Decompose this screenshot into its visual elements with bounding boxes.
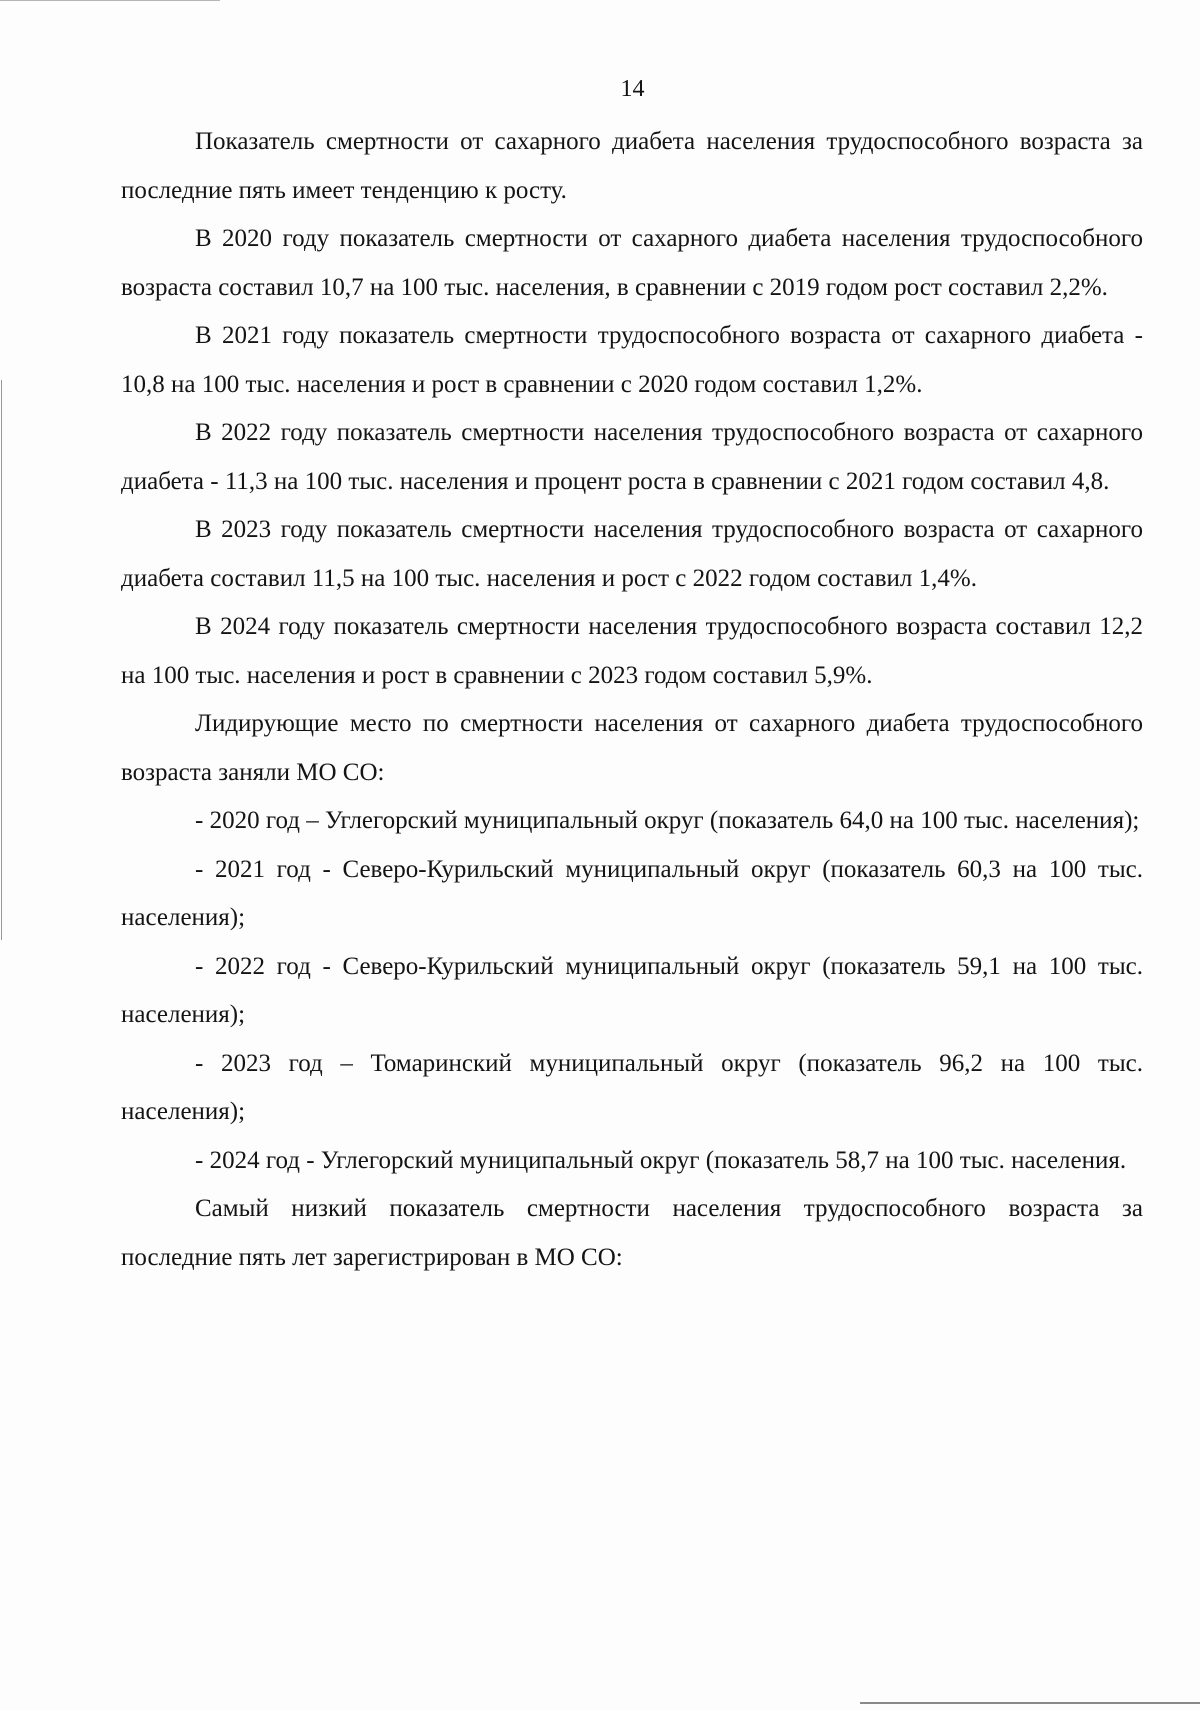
- scan-edge-top: [0, 0, 220, 1]
- paragraph: В 2021 году показатель смертности трудоспособного возраста от сахарного диабета - 10,8 на 100 тыс. населения и рост в сравнении с 2020 годом составил 1,2%.: [121, 322, 1143, 398]
- paragraph: Показатель смертности от сахарного диабета населения трудоспособного возраста за последние пять имеет тенденцию к росту.: [121, 128, 1143, 204]
- page-number: 14: [620, 76, 645, 102]
- paragraph: Самый низкий показатель смертности населения трудоспособного возраста за последние пять лет зарегистрирован в МО СО:: [121, 1195, 1143, 1271]
- paragraph: В 2024 году показатель смертности населения трудоспособного возраста составил 12,2 на 100 тыс. населения и рост в сравнении с 2023 годом составил 5,9%.: [121, 613, 1143, 689]
- list-item: - 2022 год - Северо-Курильский муниципальный округ (показатель 59,1 на 100 тыс. населения);: [121, 952, 1143, 1028]
- scan-edge-left: [1, 380, 2, 940]
- list-item: - 2023 год – Томаринский муниципальный округ (показатель 96,2 на 100 тыс. населения);: [121, 1049, 1143, 1125]
- list-item: - 2020 год – Углегорский муниципальный округ (показатель 64,0 на 100 тыс. населения);: [195, 807, 1140, 834]
- paragraph: В 2020 году показатель смертности от сахарного диабета населения трудоспособного возраста составил 10,7 на 100 тыс. населения, в сравнении с 2019 годом рост составил 2,2%.: [121, 225, 1143, 301]
- scan-edge-bottom: [860, 1702, 1200, 1704]
- paragraph: Лидирующие место по смертности населения от сахарного диабета трудоспособного возраста заняли МО СО:: [121, 710, 1143, 786]
- list-item: - 2024 год - Углегорский муниципальный округ (показатель 58,7 на 100 тыс. населения.: [195, 1146, 1127, 1174]
- paragraph: В 2022 году показатель смертности населения трудоспособного возраста от сахарного диабета - 11,3 на 100 тыс. населения и процент роста в сравнении с 2021 годом составил 4,8.: [121, 419, 1143, 495]
- document-body: [121, 118, 1143, 1282]
- list-item: - 2021 год - Северо-Курильский муниципальный округ (показатель 60,3 на 100 тыс. населения);: [121, 855, 1143, 931]
- paragraph: В 2023 году показатель смертности населения трудоспособного возраста от сахарного диабета составил 11,5 на 100 тыс. населения и рост с 2022 годом составил 1,4%.: [121, 516, 1143, 592]
